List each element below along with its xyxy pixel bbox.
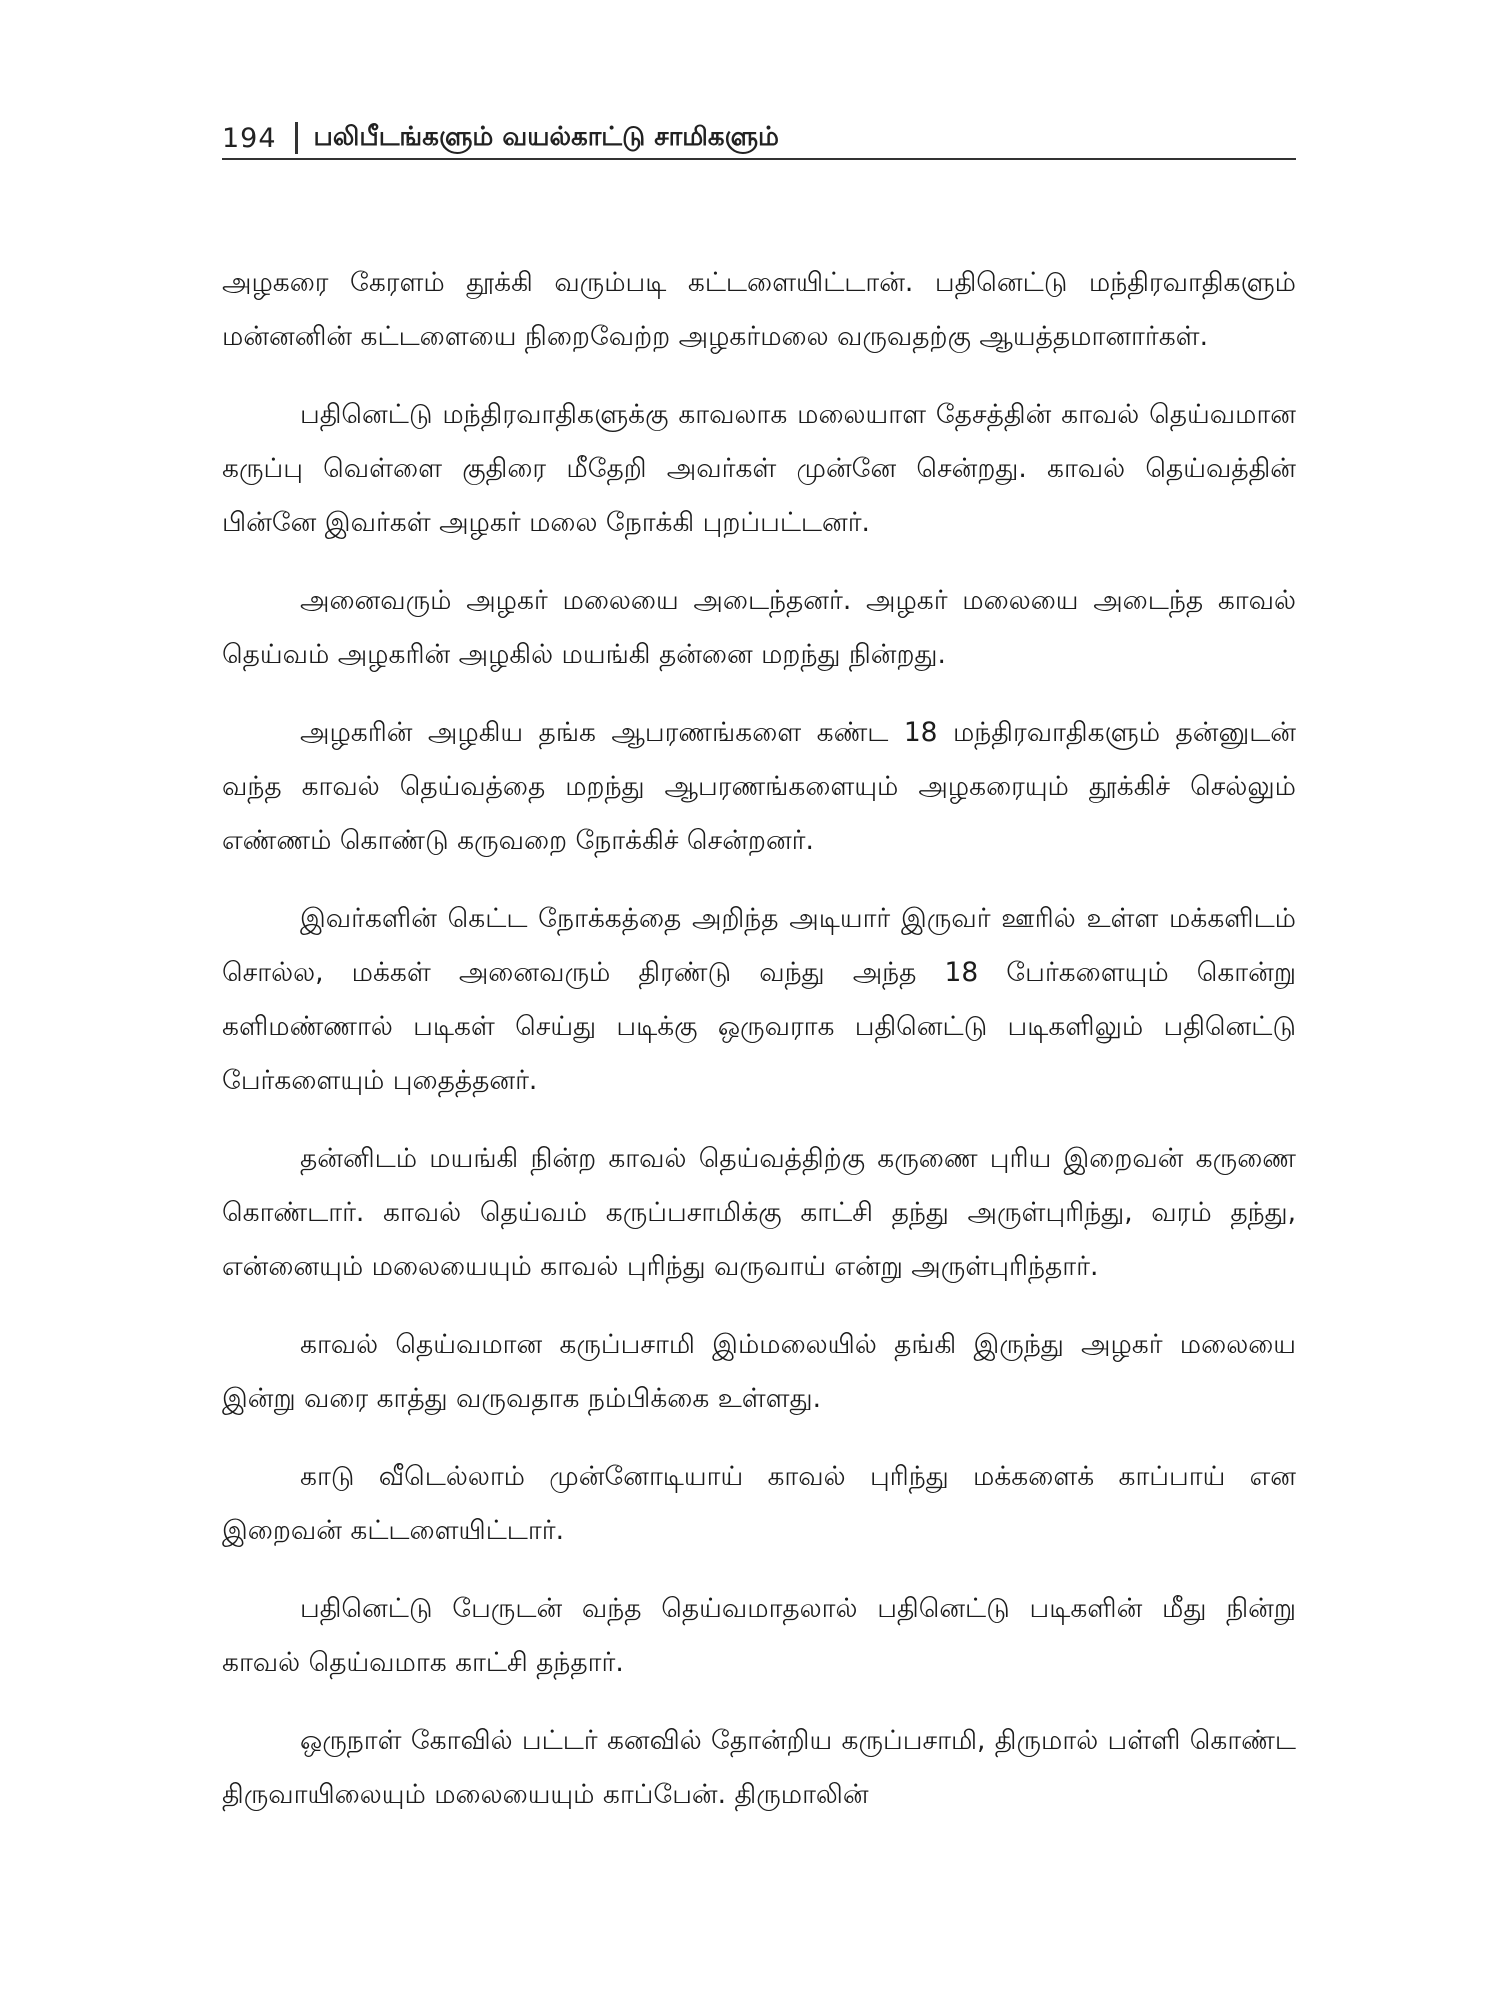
paragraph: அனைவரும் அழகர் மலையை அடைந்தனர். அழகர் மலையை அடைந்த காவல் தெய்வம் அழகரின் அழகில் மயங்கி தன்னை மறந்து நின்றது.	[222, 585, 1296, 670]
body-text	[222, 256, 1296, 1846]
paragraph: ஒருநாள் கோவில் பட்டர் கனவில் தோன்றிய கருப்பசாமி, திருமால் பள்ளி கொண்ட திருவாயிலையும் மலையையும் காப்பேன். திருமாலின்	[222, 1725, 1296, 1810]
paragraph: பதினெட்டு பேருடன் வந்த தெய்வமாதலால் பதினெட்டு படிகளின் மீது நின்று காவல் தெய்வமாக காட்சி தந்தார்.	[222, 1593, 1296, 1678]
paragraph: காடு வீடெல்லாம் முன்னோடியாய் காவல் புரிந்து மக்களைக் காப்பாய் என இறைவன் கட்டளையிட்டார்.	[222, 1461, 1296, 1546]
paragraph: அழகரின் அழகிய தங்க ஆபரணங்களை கண்ட 18 மந்திரவாதிகளும் தன்னுடன் வந்த காவல் தெய்வத்தை மறந்து ஆபரணங்களையும் அழகரையும் தூக்கிச் செல்லும் எண்ணம் கொண்டு கருவறை நோக்கிச் சென்றனர்.	[222, 717, 1296, 856]
paragraph: காவல் தெய்வமான கருப்பசாமி இம்மலையில் தங்கி இருந்து அழகர் மலையை இன்று வரை காத்து வருவதாக நம்பிக்கை உள்ளது.	[222, 1329, 1296, 1414]
header-separator	[295, 122, 298, 154]
header-rule	[222, 158, 1296, 160]
paragraph: தன்னிடம் மயங்கி நின்ற காவல் தெய்வத்திற்கு கருணை புரிய இறைவன் கருணை கொண்டார். காவல் தெய்வம் கருப்பசாமிக்கு காட்சி தந்து அருள்புரிந்து, வரம் தந்து, என்னையும் மலையையும் காவல் புரிந்து வருவாய் என்று அருள்புரிந்தார்.	[222, 1143, 1296, 1282]
book-title: பலிபீடங்களும் வயல்காட்டு சாமிகளும்	[313, 121, 779, 152]
paragraph: அழகரை கேரளம் தூக்கி வரும்படி கட்டளையிட்டான். பதினெட்டு மந்திரவாதிகளும் மன்னனின் கட்டளையை நிறைவேற்ற அழகர்மலை வருவதற்கு ஆயத்தமானார்கள்.	[222, 267, 1296, 352]
paragraph: இவர்களின் கெட்ட நோக்கத்தை அறிந்த அடியார் இருவர் ஊரில் உள்ள மக்களிடம் சொல்ல, மக்கள் அனைவரும் திரண்டு வந்து அந்த 18 பேர்களையும் கொன்று களிமண்ணால் படிகள் செய்து படிக்கு ஒருவராக பதினெட்டு படிகளிலும் பதினெட்டு பேர்களையும் புதைத்தனர்.	[222, 903, 1296, 1096]
paragraph: பதினெட்டு மந்திரவாதிகளுக்கு காவலாக மலையாள தேசத்தின் காவல் தெய்வமான கருப்பு வெள்ளை குதிரை மீதேறி அவர்கள் முன்னே சென்றது. காவல் தெய்வத்தின் பின்னே இவர்கள் அழகர் மலை நோக்கி புறப்பட்டனர்.	[222, 399, 1296, 538]
running-header	[222, 116, 1296, 160]
page-number: 194	[222, 122, 277, 154]
